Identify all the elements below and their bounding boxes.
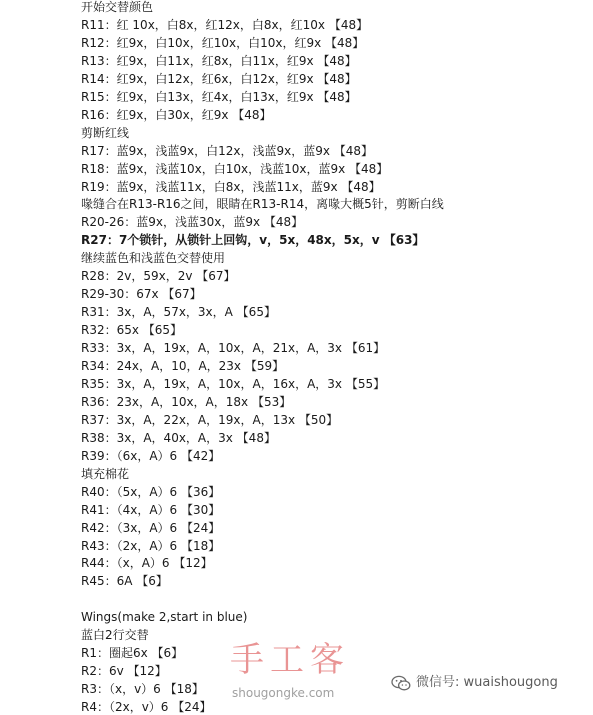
document-line: R32：65x 【65】 [81, 323, 183, 338]
document-line: 蓝白2行交替 [81, 628, 149, 643]
document-line: R20-26：蓝9x，浅蓝30x，蓝9x 【48】 [81, 215, 304, 230]
document-line: R44：（x，A）6 【12】 [81, 556, 213, 571]
document-line: R15：红9x，白13x，红4x，白13x，红9x 【48】 [81, 89, 357, 104]
document-line: R27：7个锁针，从锁针上回钩，v，5x，48x，5x，v 【63】 [81, 233, 425, 248]
document-line: 填充棉花 [81, 466, 130, 481]
document-line: R12：红9x，白10x，红10x，白10x，红9x 【48】 [81, 35, 365, 50]
document-line: R34：24x，A，10，A，23x 【59】 [81, 359, 285, 373]
document-line: R28：2v，59x，2v 【67】 [81, 269, 236, 284]
wechat-icon [391, 675, 411, 692]
document-line: R37：3x，A，22x，A，19x，A，13x 【50】 [81, 412, 339, 427]
document-line: 喙缝合在R13-R16之间，眼睛在R13-R14，离喙大概5针，剪断白线 [81, 197, 444, 212]
document-line: R19：蓝9x，浅蓝11x，白8x，浅蓝11x，蓝9x 【48】 [81, 179, 381, 194]
document-line: 继续蓝色和浅蓝色交替使用 [81, 251, 226, 266]
document-line: R1：圈起6x 【6】 [81, 646, 184, 661]
document-line: R36：23x，A，10x，A，18x 【53】 [81, 394, 292, 409]
document-line: 开始交替颜色 [81, 0, 154, 14]
document-line: R41：（4x，A）6 【30】 [81, 502, 221, 517]
document-line: R14：红9x，白12x，红6x，白12x，红9x 【48】 [81, 71, 357, 86]
watermark-logo: 手工客 [230, 640, 350, 680]
document-line: R13：红9x，白11x，红8x，白11x，红9x 【48】 [81, 53, 357, 68]
document-line: 剪断红线 [81, 125, 130, 140]
document-line: R33：3x，A，19x，A，10x，A，21x，A，3x 【61】 [81, 341, 386, 356]
document-line: R38：3x，A，40x，A，3x 【48】 [81, 430, 276, 445]
document-line: R11：红 10x，白8x，红12x，白8x，红10x 【48】 [81, 17, 369, 32]
document-line: R43：（2x，A）6 【18】 [81, 538, 221, 553]
document-line: R45：6A 【6】 [81, 574, 168, 589]
watermark-site: shougongke.com [232, 686, 335, 700]
document-line: R35：3x，A，19x，A，10x，A，16x，A，3x 【55】 [81, 376, 386, 391]
document-line: R29-30：67x 【67】 [81, 287, 202, 302]
watermark-wechat [391, 672, 587, 694]
document-line: R17：蓝9x，浅蓝9x，白12x，浅蓝9x，蓝9x 【48】 [81, 143, 374, 158]
document-line: R16：红9x，白30x，红9x 【48】 [81, 107, 272, 122]
document-line: R2：6v 【12】 [81, 664, 167, 679]
document-line: R39：（6x，A）6 【42】 [81, 448, 221, 463]
wechat-id-text: 微信号: wuaishougong [416, 675, 558, 690]
document-line: Wings(make 2,start in blue) [81, 610, 248, 625]
document-line: R3：（x，v）6 【18】 [81, 682, 204, 697]
document-line: R40：（5x，A）6 【36】 [81, 484, 221, 499]
document-line: R4：（2x，v）6 【24】 [81, 700, 212, 714]
document-line: R31：3x，A，57x，3x，A 【65】 [81, 305, 276, 320]
document-line: R42：（3x，A）6 【24】 [81, 520, 221, 535]
document-line: R18：蓝9x，浅蓝10x，白10x，浅蓝10x，蓝9x 【48】 [81, 161, 389, 176]
